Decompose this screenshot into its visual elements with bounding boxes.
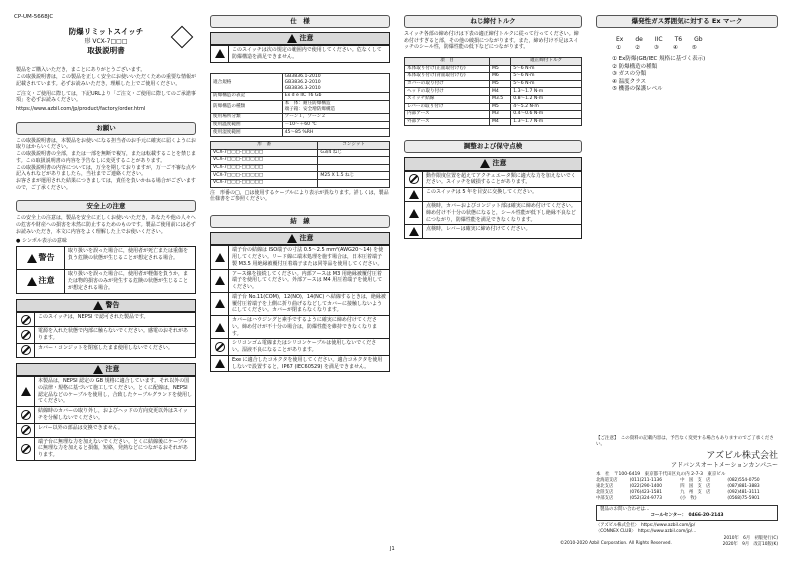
caution-item: 結線時のカバーの取り外し，およびヘッドの方向変更以外はスイッチを分解しないでください。: [38, 408, 188, 421]
conduit-cell: [318, 157, 390, 165]
table-row: [405, 65, 582, 73]
table-row: [405, 88, 582, 96]
ex-num: ④: [672, 44, 678, 51]
model-cell: VCX-7□□□-□□□□□: [211, 164, 318, 172]
branch-name: 中 国 支 店: [680, 478, 711, 484]
ex-legend-item: ③ ガスの分類: [612, 71, 647, 78]
ex-legend-item: ⑤ 機器の保護レベル: [612, 85, 663, 92]
torque-screw: M6: [489, 73, 510, 81]
torque-value: 1.3〜1.7 N·m: [511, 118, 582, 126]
column-header: コンジット: [318, 142, 390, 150]
copyright: ©2010-2020 Azbil Corporation. All Rights Reserved.: [560, 541, 672, 546]
caution-icon: [215, 253, 225, 262]
maintenance-item: 点検時，カバーおよびコンジット部は確実に締め付けてください。締め付け不十分の状態になると，シール性能が低下し絶縁不良などにつながり，防爆性能を満足できなくなります。: [426, 203, 576, 223]
column-header: [489, 58, 510, 66]
company-name: アズビル株式会社: [706, 451, 778, 462]
table-row: [211, 149, 390, 157]
section-kessen: 結 線: [210, 215, 390, 228]
branch-phone: (082)554-0750: [727, 478, 760, 484]
branch-phone: (087)881-3883: [727, 484, 760, 490]
ex-legend-item: ① Ex防爆(GB/IEC 規格に基づく表示): [612, 56, 706, 63]
contact-label: 製品のお問い合わせは…: [600, 506, 650, 512]
table-row: [405, 95, 582, 103]
column-2: [210, 0, 390, 372]
torque-item: 本体取り付け(背面取付けむ): [405, 73, 490, 81]
conduit-cell: [318, 164, 390, 172]
intro-text-2: ご注文・ご使用に際しては，下記URLより「ご注文・ご使用に際してのご承諾事項」を必ずお読みください。: [16, 90, 196, 104]
table-row: [211, 73, 390, 93]
title-line-2: 形 VCX-7□□□: [84, 37, 128, 45]
model-cell: VCX-7□□□-□□□□□: [211, 149, 318, 157]
caution-header: 注意: [492, 159, 507, 168]
spec-key: 防爆構造の表記: [211, 93, 283, 101]
footer-block: [596, 436, 778, 548]
spec-caution-box: [210, 32, 390, 63]
torque-item: 外部アース: [405, 118, 490, 126]
branch-phone: (076)423-1581: [629, 490, 662, 496]
table-row: [405, 111, 582, 119]
warning-icon: [93, 301, 103, 310]
branch-name: 四 国 支 店: [680, 484, 711, 490]
column-header: 項 目: [405, 58, 490, 66]
table-row: [211, 157, 390, 165]
prohibit-icon: [21, 345, 31, 355]
symbol-text-caution: 取り扱いを誤った場合に，使用者が軽傷を負うか，または物的損害のみが発生する危険の状態が生じることが想定される場合。: [68, 271, 189, 291]
ex-mark-part: IIC: [654, 35, 663, 43]
spec-value: －10〜＋60 ℃: [282, 121, 389, 129]
warning-item: このスイッチは，NEPSI で認可された製品です。: [38, 314, 149, 321]
torque-item: レバーの取り付け: [405, 103, 490, 111]
wiring-item: カバーはハウジングと素手でするように確実に締め付けてください。締め付けが不十分の場合は，防爆性能を維持できなくなります。: [232, 317, 378, 337]
symbol-row-caution: [17, 269, 195, 292]
caution-box-1: [16, 363, 196, 461]
conduit-cell: M25 X 1.5 ねじ: [318, 172, 390, 180]
column-1: [16, 0, 196, 461]
torque-screw: M5: [489, 65, 510, 73]
spec-value: Ex d e IIC T6 Gb: [282, 93, 389, 101]
table-row: [405, 73, 582, 81]
conduit-cell: G3/4 ねじ: [318, 149, 390, 157]
table-row: [211, 179, 390, 187]
column-header: 適正締付トルク: [511, 58, 582, 66]
prohibit-icon: [21, 444, 31, 454]
ex-num: ②: [634, 44, 640, 51]
table-row: [405, 103, 582, 111]
ex-mark-part: de: [635, 35, 643, 43]
torque-table: [404, 57, 582, 126]
onegai-text: この取扱説明書は，本製品をお使いになる担当者のお手元に確実に届くようにお取りはからいください。 この取扱説明書の全部，または一部を無断で複写，または転載することを禁じます。この取扱説明書の内容を予告なしに変更することがあります。 この取扱説明書の内容については，万全を期しておりますが，万一ご不審な点や記入もれなどがありましたら，当社までご連絡ください。 お客さまが運用された結果につきましては，責任を負いかねる場合がございますので，ご了承ください。: [16, 137, 197, 191]
spec-key: 使用温度範囲: [211, 121, 283, 129]
caution-icon: [287, 34, 297, 43]
prohibit-icon: [21, 425, 31, 435]
caution-icon: [215, 299, 225, 308]
title-line-3: 取扱説明書: [87, 45, 125, 55]
maintenance-caution-box: [404, 157, 582, 239]
table-row: [211, 164, 390, 172]
symbol-row-warning: [17, 247, 195, 269]
torque-value: 5〜6 N·m: [511, 80, 582, 88]
prohibit-icon: [215, 342, 225, 352]
branch-table: [596, 478, 778, 501]
ex-num: ⑤: [691, 44, 697, 51]
wiring-item: 端子台の結線は ISO端子の寸法 0.5〜2.5 mm²(AWG20〜14) を使用してください。リード線に端末処理を施す場合は，日本圧着端子製 M3.5 用絶縁被覆付圧着端子または同等品を使用してください。: [232, 247, 384, 267]
table-row: [211, 100, 390, 113]
ex-mark: [616, 36, 778, 44]
branch-name: 北陸支店: [596, 490, 614, 496]
branch-phone: (022)290-1400: [629, 484, 662, 490]
division-name: アドバンスオートメーションカンパニー: [671, 462, 778, 470]
symbol-table: [16, 246, 196, 293]
maintenance-item: 点検時，レバーは確実に締め付けてください。: [426, 226, 531, 233]
torque-value: 4〜5.2 N·m: [511, 103, 582, 111]
caution-icon: [409, 190, 419, 199]
spec-key: 適合規格: [211, 73, 283, 93]
caution-icon: [21, 387, 31, 396]
torque-value: 0.4〜0.6 N·m: [511, 111, 582, 119]
spec-value: GB3836.1-2010 GB3836.2-2010 GB3836.3-2010: [282, 73, 389, 93]
torque-screw: M3: [489, 111, 510, 119]
doc-code: CP-UM-5668JC: [14, 14, 54, 20]
symbol-heading: ● シンボル表示の意味: [16, 237, 67, 244]
model-cell: VCX-7□□□-□□□□□: [211, 157, 318, 165]
branch-name: 中部支店: [596, 495, 614, 501]
prohibit-icon: [21, 410, 31, 420]
branch-phone: (052)324-9773: [629, 495, 662, 501]
connex-url[interactable]: 〈CONNEX CLUB〉 https://www.azbil.com/jp/...: [596, 528, 697, 534]
spec-value: 45〜85 %RH: [282, 129, 389, 137]
torque-item: 本体取り付け(正面取付けむ): [405, 65, 490, 73]
ex-nums: [616, 45, 778, 52]
table-row: [211, 129, 390, 137]
title-line-1: 防爆リミットスイッチ: [68, 27, 144, 37]
section-anzen: 安全上の注意: [16, 200, 196, 213]
edition-info: 2010年 6月 初版発行(C) 2020年 9月 改訂10版(K): [722, 536, 778, 548]
caution-icon: [215, 323, 225, 332]
torque-item: カバーの取り付け: [405, 80, 490, 88]
caution-item: 本製品は，NEPSI 認定の GB 規格に適合しています。それ以外の国の法律・規格に基づいて施工してください。とくに配線は，NEPSI 認定品などのケーブルを使用し，合致したケーブルグランドを使用してください。: [38, 378, 193, 405]
caution-icon: [409, 227, 419, 236]
wiring-caution-box: [210, 232, 390, 372]
section-chosei: 調整および保守点検: [404, 140, 582, 153]
maintenance-item: 動作限度位置を超えてアクチュエータ類に適大な力を加えないでください。スイッチを破損することがあります。: [426, 172, 576, 186]
spec-key: 防爆構造の種類: [211, 100, 283, 113]
title-block: [16, 27, 196, 67]
caution-icon: [409, 209, 419, 218]
torque-item: ヘッドの取り付け: [405, 88, 490, 96]
caution-icon: [215, 276, 225, 285]
torque-screw: M5: [489, 80, 510, 88]
ex-legend-item: ② 防爆構造の種類: [612, 63, 658, 70]
symbol-text-warning: 取り扱いを誤った場合に，使用者が死亡または重傷を負う危険の状態が生じることが想定される場合。: [68, 248, 189, 262]
model-cell: VCX-7□□□-□□□□□: [211, 179, 318, 187]
notice-text: 【ご注意】 この資料の記載内容は，予告なく変更する場合もありますのでご了承ください。: [596, 436, 774, 448]
caution-header: 注意: [299, 33, 314, 42]
caution-item: 端子台に無理な力を加えないでください。とくに結線後にケーブルに無理な力を加えると損傷，短絡，発熱などにつながるおそれがあります。: [38, 438, 188, 459]
caution-icon: [287, 234, 297, 243]
model-cell: VCX-7□□□-□□□□□: [211, 172, 318, 180]
symbol-label-warning: 警告: [38, 253, 55, 263]
contact-box: [596, 505, 778, 521]
model-note: 注 形番の□，□は使用するケーブルにより表示が異なります。詳しくは，製品仕様書をご参照ください。: [210, 189, 389, 203]
prohibit-icon: [409, 174, 419, 184]
spec-value: 本 体：耐圧防爆構造 端子箱：安全増防爆構造: [282, 100, 389, 113]
section-ex-mark: 爆発性ガス雰囲気に対する Ex マーク: [596, 15, 778, 28]
branch-phone: (0568)75-5901: [727, 495, 760, 501]
ex-mark-part: T6: [674, 35, 683, 43]
wiring-item: Exe に適合したコネクタを使用してください。適合コネクタを使用しないで設置すると，IP67 (IEC60529) を満足できません。: [232, 356, 383, 370]
branch-phone: (011)211-1136: [629, 478, 662, 484]
prohibit-icon: [21, 330, 31, 340]
ex-mark-part: Ex: [616, 35, 624, 43]
spec-table: [210, 73, 390, 137]
warning-box: [16, 299, 196, 358]
caution-item: レバー以外の部品は交換できません。: [38, 424, 123, 431]
torque-text: スイッチ各部の締め付けは下表の適正締付トルクに従って行ってください。締め付けすぎると部，その他の破損につながります。また，締め付け不足はスイッチのシール性，防爆性能の低下などにつながります。: [404, 30, 579, 51]
table-row: [596, 496, 778, 502]
prohibit-icon: [21, 315, 31, 325]
warning-header: 警告: [105, 300, 120, 309]
wiring-item: 端子台 No.11(COM)，12(NO)，14(NC) へ結線するときは，絶縁被覆付圧着端子を上側に折り曲げるなどしてカバーに接触しないようにしてください。カバーが閉まらなくなります。: [232, 293, 386, 314]
table-row: [211, 114, 390, 122]
spec-key: 使用湿度範囲: [211, 129, 283, 137]
table-row: [211, 121, 390, 129]
table-row: [211, 93, 390, 101]
symbol-label-caution: 注意: [38, 276, 55, 286]
page-number: J1: [390, 546, 395, 552]
spec-key: 使用場所分類: [211, 114, 283, 122]
spec-caution-text: このスイッチは次の規定の範囲内で使用してください。危なくして防爆構造を満足できません。: [232, 47, 382, 60]
column-3: [404, 0, 582, 239]
hq-address: 本 社 〒100-6419 東京都千代田区丸の内 2-7-3 東京ビル: [596, 472, 726, 478]
branch-name: 北海道支店: [596, 478, 618, 484]
order-url[interactable]: https://www.azbil.com/jp/product/factory/order.html: [16, 106, 146, 113]
torque-value: 5〜6 N·m: [511, 65, 582, 73]
branch-phone: (092)481-3111: [727, 490, 760, 496]
torque-screw: M4: [489, 118, 510, 126]
caution-icon: [215, 359, 225, 368]
company-url[interactable]: 〈アズビル株式会社〉 https://www.azbil.com/jp/: [596, 522, 696, 528]
ex-num: ③: [653, 44, 659, 51]
ex-mark-part: Gb: [694, 35, 703, 43]
torque-item: 内部アース: [405, 111, 490, 119]
torque-value: 0.8〜1.2 N·m: [511, 95, 582, 103]
caution-header: 注意: [299, 233, 314, 242]
column-header: 形 番: [211, 142, 318, 150]
caution-icon: [480, 159, 490, 168]
table-row: [405, 118, 582, 126]
section-onegai: お願い: [16, 122, 196, 135]
table-row: [211, 172, 390, 180]
warning-item: 電源を入れた状態で内部に触らないでください。感電のおそれがあります。: [38, 328, 189, 341]
wiring-item: シリコンゴム電線またはシリコンケーブルは使用しないでください。湿液不良になることがあります。: [232, 340, 377, 354]
torque-value: 1.3〜1.7 N·m: [511, 88, 582, 96]
branch-name: 東北支店: [596, 484, 614, 490]
spec-value: ゾーン１，ゾーン２: [282, 114, 389, 122]
ex-legend-item: ④ 温度クラス: [612, 78, 647, 85]
torque-screw: M3.5: [489, 95, 510, 103]
torque-screw: M4: [489, 88, 510, 96]
warning-item: カバー・コンジットを閉塞したまま使用しないでください。: [38, 344, 173, 351]
branch-name: 九 州 支 店: [680, 490, 711, 496]
wiring-item: アース線を接続してください。内部アースは M3 用絶縁被覆付圧着端子を使用してください。外部アースは M4 用圧着端子を使用してください。: [232, 270, 383, 291]
anzen-text: この安全上の注意は，製品を安全に正しくお使いいただき，あなたや他の人々への危害や財産への損害を未然に防止するためのものです。製品ご使用前には必ずお読みいただき，本文に内容をよく理解した上でお使いください。: [16, 215, 196, 235]
torque-screw: M5: [489, 103, 510, 111]
contact-phone: コールセンター： 0466-20-2143: [650, 512, 724, 518]
caution-icon: [215, 49, 225, 58]
warning-icon: [27, 254, 37, 263]
caution-icon: [27, 277, 37, 286]
caution-header: 注意: [105, 364, 120, 373]
intro-text: 製品をご購入いただき，まことにありがとうございます。 この取扱説明書は，この製品を正しく安全にお使いいただくための重要な情報が記載されています。必ずお読みいただき，理解した上でご使用ください。: [16, 67, 197, 87]
torque-item: スイッチ結線: [405, 95, 490, 103]
section-neji: ねじ締付トルク: [404, 15, 582, 28]
torque-value: 5〜6 N·m: [511, 73, 582, 81]
model-table: [210, 141, 390, 188]
ex-legend: [612, 56, 778, 93]
table-row: [405, 80, 582, 88]
caution-icon: [93, 365, 103, 374]
branch-name: (小 牧): [680, 495, 697, 501]
ex-num: ①: [616, 44, 621, 51]
maintenance-item: このスイッチは 5 年を目安に交換してください。: [426, 189, 538, 196]
conduit-cell: [318, 179, 390, 187]
section-shiyo: 仕 様: [210, 15, 390, 28]
